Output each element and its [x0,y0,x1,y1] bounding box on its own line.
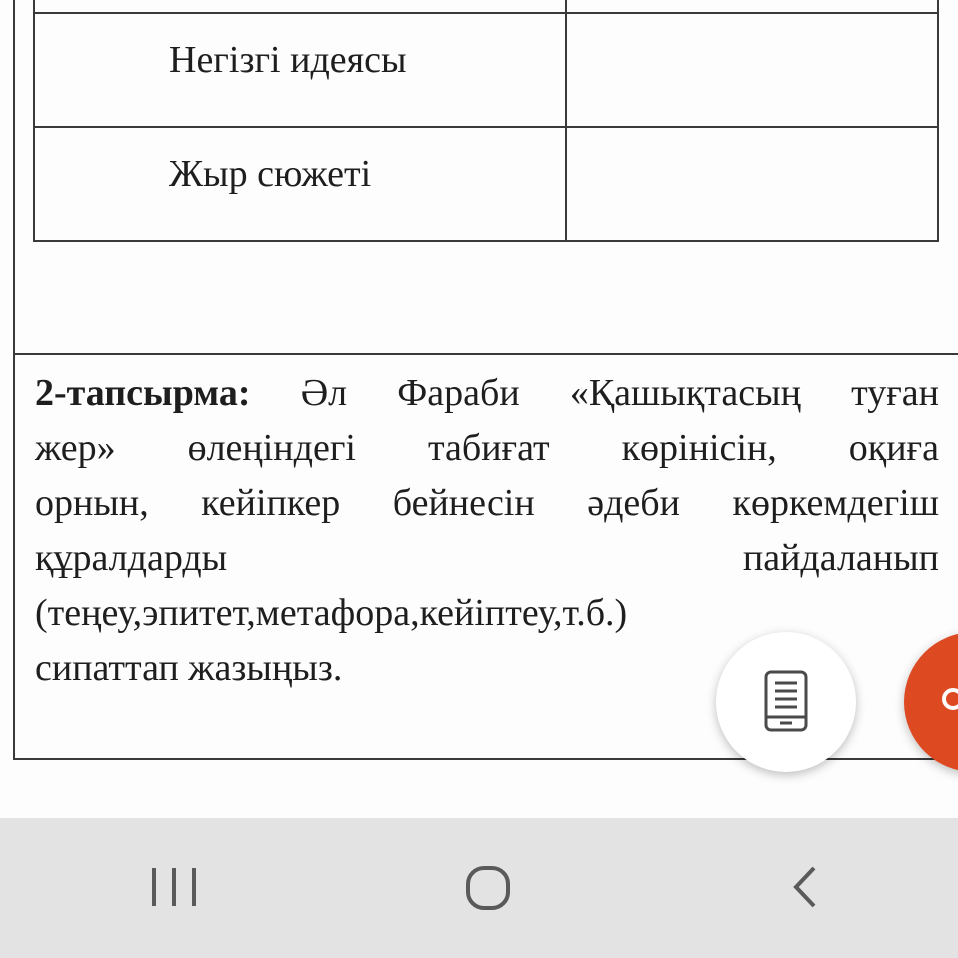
table-cell-value [566,13,938,127]
task-line: құралдарды пайдаланып [35,537,939,579]
task-label: 2-тапсырма: [35,372,251,414]
reader-mode-button[interactable] [716,632,856,772]
section-divider [13,353,958,355]
task-line: орнын, кейіпкер бейнесін әдеби көркемдегіш [35,482,939,524]
navigation-bar [0,818,958,958]
table-row [34,13,938,127]
document-border-left [13,0,15,760]
row-label-main-idea: Негізгі идеясы [169,39,407,81]
home-icon [448,858,528,918]
action-icon [942,688,958,710]
table-cell-value [566,127,938,241]
back-icon [764,858,844,918]
table-cell-label [34,127,566,241]
back-button[interactable] [764,858,844,918]
table-row-stub [34,0,938,13]
task-line-text: Әл Фараби «Қашықтасың туған [300,372,940,414]
recents-button[interactable] [134,858,214,918]
row-label-plot: Жыр сюжеті [169,153,372,195]
task-line: (теңеу,эпитет,метафора,кейіптеу,т.б.) [35,592,628,634]
task-line: сипаттап жазыңыз. [35,647,343,689]
table-row [34,127,938,241]
home-button[interactable] [448,858,528,918]
summary-table [33,0,939,242]
recents-icon [134,858,214,918]
reader-mode-icon [764,670,808,732]
task-line [35,366,939,421]
table-cell [566,0,938,13]
table-cell [34,0,566,13]
table-cell-label [34,13,566,127]
task-line: жер» өлеңіндегі табиғат көрінісін, оқиға [35,427,939,469]
